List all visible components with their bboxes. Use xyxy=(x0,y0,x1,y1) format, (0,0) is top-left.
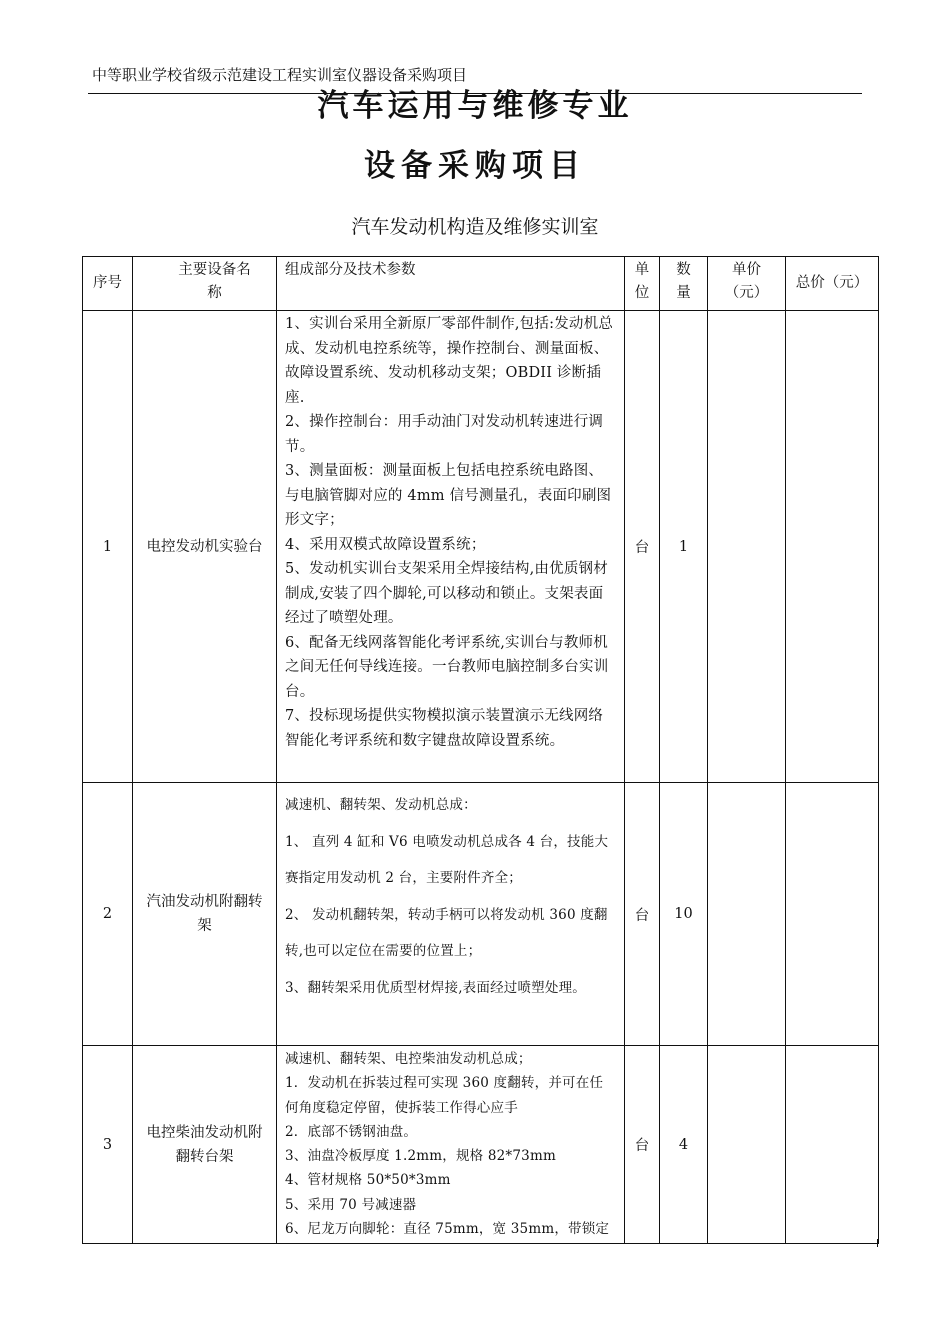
row-total xyxy=(786,783,879,1046)
header-spec: 组成部分及技术参数 xyxy=(277,257,625,311)
header-total: 总价（元） xyxy=(786,257,879,311)
spec-item: 减速机、翻转架、发动机总成： xyxy=(285,797,477,813)
spec-item: 3、油盘冷板厚度 1.2mm，规格 82*73mm xyxy=(285,1148,556,1165)
table-row xyxy=(83,1046,879,1244)
table-row xyxy=(83,783,879,1046)
row-total xyxy=(786,311,879,783)
spec-item: 4、管材规格 50*50*3mm xyxy=(285,1172,451,1189)
spec-item: 5、采用 70 号减速器 xyxy=(285,1196,417,1213)
spec-item: 6、配备无线网落智能化考评系统,实训台与教师机之间无任何导线连接。一台教师电脑控制多台实训台。 xyxy=(285,634,609,700)
spec-item: 减速机、翻转架、电控柴油发动机总成； xyxy=(285,1051,532,1067)
document-title-line2: 设备采购项目 xyxy=(364,148,586,184)
table-edge-mark xyxy=(877,1239,878,1247)
row-equipment-name: 电控柴油发动机附翻转台架 xyxy=(133,1046,277,1244)
table-row xyxy=(83,311,879,783)
row-spec xyxy=(277,783,625,1046)
spec-item: 1、 直列 4 缸和 V6 电喷发动机总成各 4 台，技能大赛指定用发动机 2 台，主要附件齐全； xyxy=(285,833,609,886)
row-unit: 台 xyxy=(625,1046,660,1244)
running-header: 中等职业学校省级示范建设工程实训室仪器设备采购项目 xyxy=(92,66,468,84)
table-header-row xyxy=(83,257,879,311)
header-unit: 单位 xyxy=(625,257,660,311)
row-unit: 台 xyxy=(625,311,660,783)
row-spec xyxy=(277,311,625,783)
spec-item: 4、采用双模式故障设置系统； xyxy=(285,536,486,553)
spec-item: 6、尼龙万向脚轮：直径 75mm，宽 35mm，带锁定 xyxy=(285,1221,610,1238)
equipment-table xyxy=(82,256,879,1244)
row-unit: 台 xyxy=(625,783,660,1046)
spec-item: 2、 发动机翻转架，转动手柄可以将发动机 360 度翻转,也可以定位在需要的位置上； xyxy=(285,906,608,959)
row-spec xyxy=(277,1046,625,1244)
row-price xyxy=(708,311,786,783)
header-no: 序号 xyxy=(83,257,133,311)
spec-item: 2．底部不锈钢油盘。 xyxy=(285,1123,418,1140)
row-qty: 4 xyxy=(660,1046,708,1244)
spec-item: 1．发动机在拆装过程可实现 360 度翻转，并可在任何角度稳定停留，使拆装工作得心应手 xyxy=(285,1075,604,1116)
section-title: 汽车发动机构造及维修实训室 xyxy=(351,216,599,238)
header-price: 单价（元） xyxy=(708,257,786,311)
row-qty: 10 xyxy=(660,783,708,1046)
spec-item: 2、操作控制台：用手动油门对发动机转速进行调节。 xyxy=(285,414,604,455)
document-title-line1: 汽车运用与维修专业 xyxy=(317,88,633,124)
header-name: 主要设备名称 xyxy=(133,257,277,311)
spec-item: 7、投标现场提供实物模拟演示装置演示无线网络智能化考评系统和数字键盘故障设置系统。 xyxy=(285,708,604,749)
spec-item: 3、翻转架采用优质型材焊接,表面经过喷塑处理。 xyxy=(285,979,586,996)
row-no: 2 xyxy=(83,783,133,1046)
row-equipment-name: 电控发动机实验台 xyxy=(133,311,277,783)
row-price xyxy=(708,783,786,1046)
row-equipment-name: 汽油发动机附翻转架 xyxy=(133,783,277,1046)
row-price xyxy=(708,1046,786,1244)
row-qty: 1 xyxy=(660,311,708,783)
spec-item: 3、测量面板：测量面板上包括电控系统电路图、与电脑管脚对应的 4mm 信号测量孔，表面印刷图形文字； xyxy=(285,463,612,528)
row-total xyxy=(786,1046,879,1244)
spec-item: 1、实训台采用全新原厂零部件制作,包括:发动机总成、发动机电控系统等，操作控制台、测量面板、故障设置系统、发动机移动支架；OBDII 诊断插座. xyxy=(285,316,614,406)
spec-item: 5、发动机实训台支架采用全焊接结构,由优质钢材制成,安装了四个脚轮,可以移动和锁止。支架表面经过了喷塑处理。 xyxy=(285,561,608,626)
row-no: 1 xyxy=(83,311,133,783)
header-qty: 数量 xyxy=(660,257,708,311)
row-no: 3 xyxy=(83,1046,133,1244)
